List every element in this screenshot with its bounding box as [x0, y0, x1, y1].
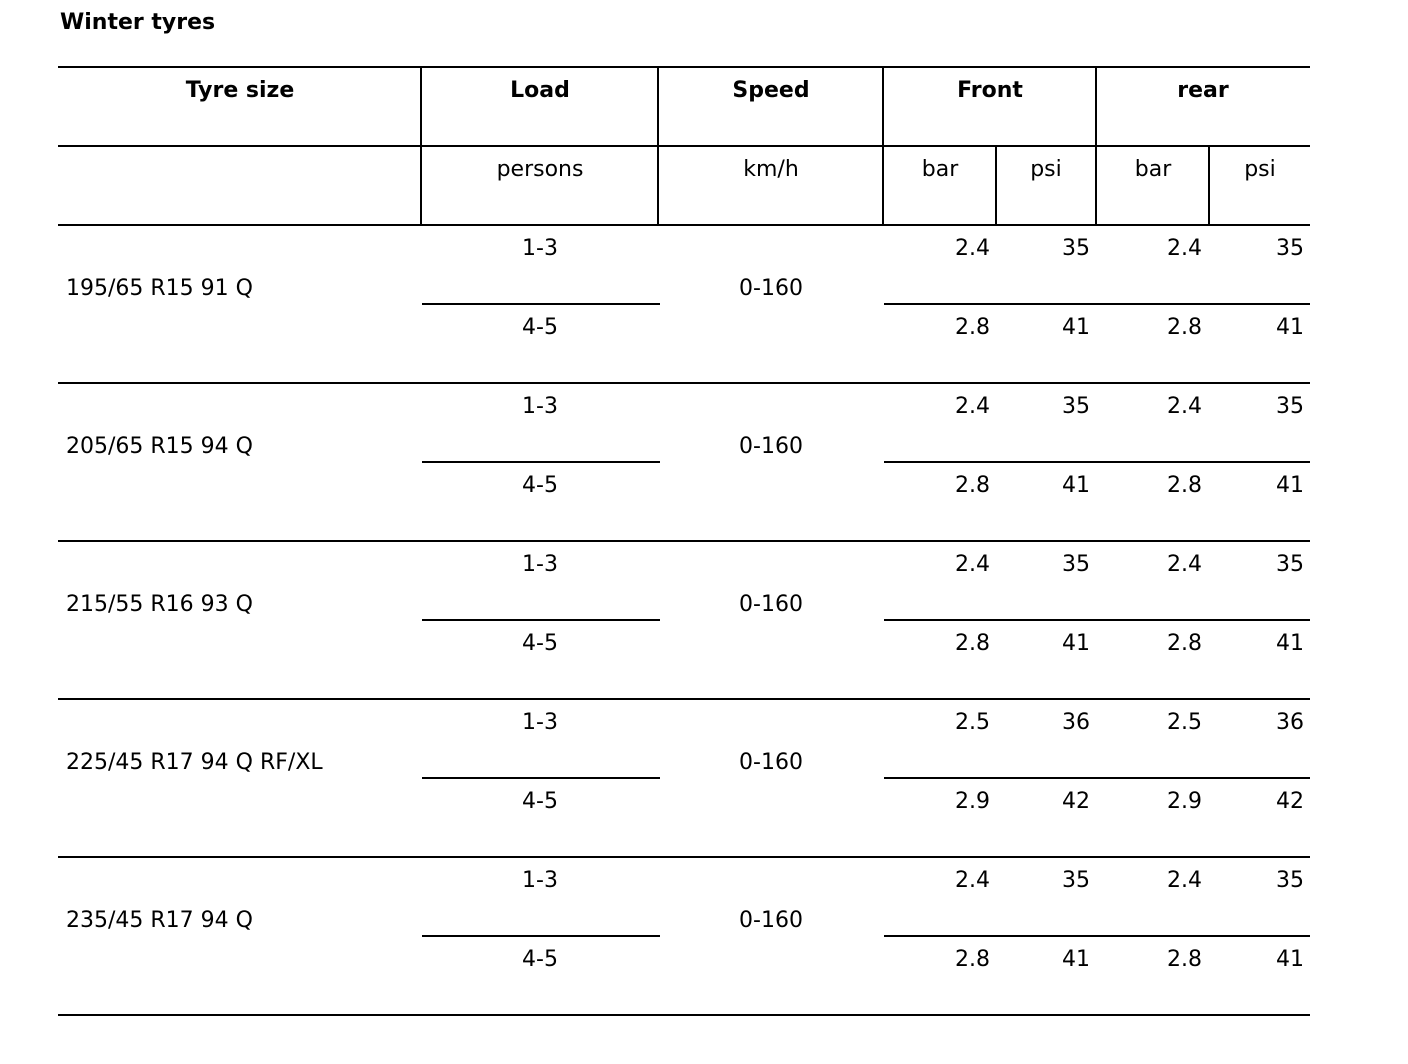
rear-psi-cell: 41	[1276, 947, 1304, 972]
front-bar-cell: 2.8	[955, 315, 990, 340]
load-cell: 4-5	[522, 631, 558, 656]
front-psi-cell: 41	[1062, 315, 1090, 340]
rear-bar-cell: 2.4	[1167, 868, 1202, 893]
column-divider	[1095, 66, 1097, 226]
load-cell: 4-5	[522, 789, 558, 814]
front-bar-cell: 2.4	[955, 552, 990, 577]
header-rear: rear	[1177, 78, 1229, 103]
front-psi-cell: 35	[1062, 552, 1090, 577]
tyre-size-cell: 195/65 R15 91 Q	[66, 276, 253, 301]
rear-psi-cell: 35	[1276, 552, 1304, 577]
column-divider	[1208, 145, 1210, 226]
tyre-size-cell: 225/45 R17 94 Q RF/XL	[66, 750, 323, 775]
units-divider	[58, 224, 1310, 226]
rear-psi-cell: 41	[1276, 631, 1304, 656]
speed-cell: 0-160	[739, 750, 803, 775]
tyre-size-cell: 235/45 R17 94 Q	[66, 908, 253, 933]
rear-psi-cell: 35	[1276, 394, 1304, 419]
unit-rear-bar: bar	[1134, 157, 1172, 182]
front-bar-cell: 2.8	[955, 473, 990, 498]
load-divider	[422, 303, 660, 305]
row-group-divider	[58, 540, 1310, 542]
table-top-border	[58, 66, 1310, 68]
load-cell: 1-3	[522, 868, 558, 893]
rear-psi-cell: 35	[1276, 868, 1304, 893]
rear-psi-cell: 41	[1276, 473, 1304, 498]
rear-psi-cell: 35	[1276, 236, 1304, 261]
row-group-divider	[58, 1014, 1310, 1016]
rear-bar-cell: 2.8	[1167, 947, 1202, 972]
row-group-divider	[58, 698, 1310, 700]
speed-cell: 0-160	[739, 908, 803, 933]
unit-rear-psi: psi	[1244, 157, 1276, 182]
rear-bar-cell: 2.9	[1167, 789, 1202, 814]
load-divider	[422, 777, 660, 779]
speed-cell: 0-160	[739, 434, 803, 459]
front-psi-cell: 41	[1062, 473, 1090, 498]
rear-psi-cell: 36	[1276, 710, 1304, 735]
front-psi-cell: 41	[1062, 947, 1090, 972]
front-bar-cell: 2.4	[955, 236, 990, 261]
pressure-divider	[884, 303, 1310, 305]
row-group-divider	[58, 382, 1310, 384]
column-divider	[420, 66, 422, 226]
unit-load: persons	[496, 157, 584, 182]
rear-bar-cell: 2.8	[1167, 631, 1202, 656]
load-cell: 4-5	[522, 315, 558, 340]
load-divider	[422, 935, 660, 937]
column-divider	[657, 66, 659, 226]
front-bar-cell: 2.4	[955, 868, 990, 893]
front-bar-cell: 2.8	[955, 631, 990, 656]
front-bar-cell: 2.9	[955, 789, 990, 814]
rear-bar-cell: 2.8	[1167, 315, 1202, 340]
tyre-size-cell: 205/65 R15 94 Q	[66, 434, 253, 459]
pressure-divider	[884, 461, 1310, 463]
header-load: Load	[510, 78, 570, 103]
unit-speed: km/h	[743, 157, 799, 182]
column-divider	[995, 145, 997, 226]
rear-bar-cell: 2.8	[1167, 473, 1202, 498]
unit-front-bar: bar	[921, 157, 959, 182]
load-cell: 1-3	[522, 710, 558, 735]
front-psi-cell: 42	[1062, 789, 1090, 814]
load-divider	[422, 619, 660, 621]
pressure-divider	[884, 935, 1310, 937]
front-bar-cell: 2.4	[955, 394, 990, 419]
front-bar-cell: 2.5	[955, 710, 990, 735]
front-psi-cell: 35	[1062, 394, 1090, 419]
tyre-size-cell: 215/55 R16 93 Q	[66, 592, 253, 617]
load-cell: 4-5	[522, 473, 558, 498]
header-speed: Speed	[732, 78, 810, 103]
load-cell: 1-3	[522, 552, 558, 577]
load-divider	[422, 461, 660, 463]
rear-bar-cell: 2.4	[1167, 552, 1202, 577]
header-front: Front	[957, 78, 1023, 103]
pressure-divider	[884, 619, 1310, 621]
rear-bar-cell: 2.4	[1167, 394, 1202, 419]
rear-bar-cell: 2.4	[1167, 236, 1202, 261]
rear-psi-cell: 42	[1276, 789, 1304, 814]
front-psi-cell: 35	[1062, 236, 1090, 261]
header-tyre-size: Tyre size	[185, 78, 295, 103]
page-title: Winter tyres	[60, 10, 216, 35]
pressure-divider	[884, 777, 1310, 779]
load-cell: 1-3	[522, 236, 558, 261]
rear-psi-cell: 41	[1276, 315, 1304, 340]
rear-bar-cell: 2.5	[1167, 710, 1202, 735]
front-psi-cell: 35	[1062, 868, 1090, 893]
load-cell: 4-5	[522, 947, 558, 972]
front-psi-cell: 36	[1062, 710, 1090, 735]
load-cell: 1-3	[522, 394, 558, 419]
column-divider	[882, 66, 884, 226]
header-divider	[58, 145, 1310, 147]
front-bar-cell: 2.8	[955, 947, 990, 972]
speed-cell: 0-160	[739, 276, 803, 301]
front-psi-cell: 41	[1062, 631, 1090, 656]
row-group-divider	[58, 856, 1310, 858]
speed-cell: 0-160	[739, 592, 803, 617]
unit-front-psi: psi	[1030, 157, 1062, 182]
